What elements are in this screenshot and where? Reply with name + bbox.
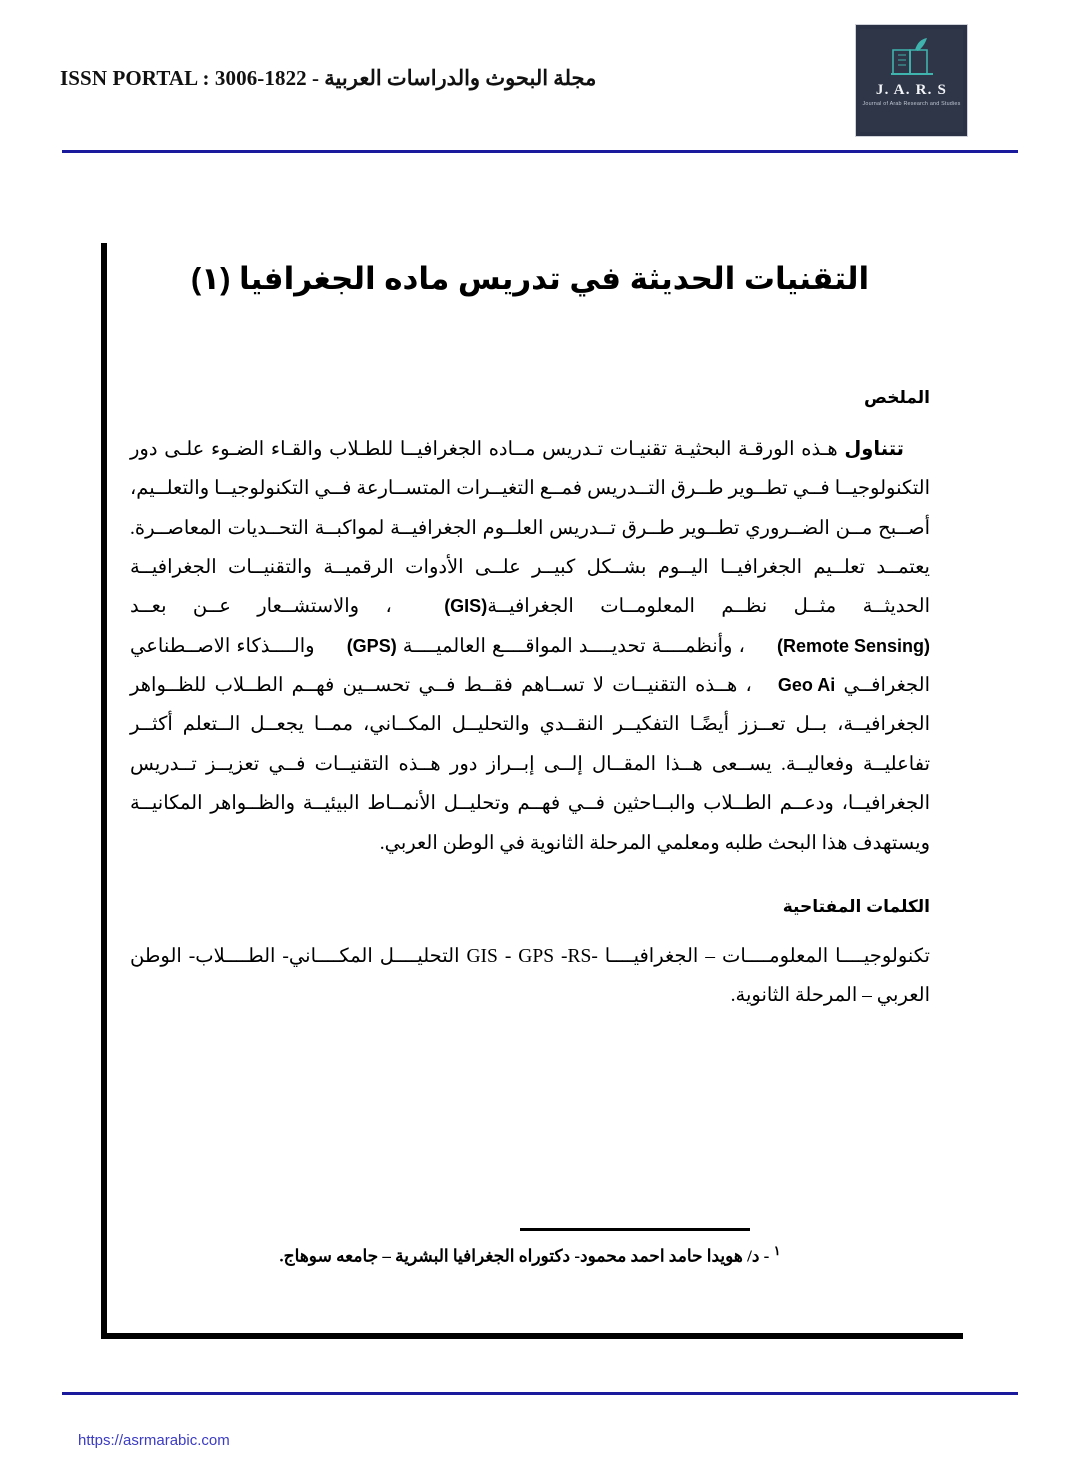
- footnote-block: [130, 1228, 930, 1267]
- footnote-author-affiliation: - د/ هويدا حامد احمد محمود- دكتوراه الجغرافيا البشرية – جامعه سوهاج.: [279, 1246, 774, 1266]
- logo-acronym: J. A. R. S: [875, 82, 948, 98]
- abstract-segment-5: ، هــذه التقنيــات لا تســاهم فقــط فــي تحســين فهــم الطــلاب للظــواهر الجغرافيــة، بــل تعــزز أيضًـا التفكيــر النقــدي والتحليــل المكــاني، ممــا يجعــل الــتعلم أكثــر تفاعليــة وفعاليــة. يســعى هــذا المقــال إلــى إبــراز دور هــذه التقنيــات فــي تعزيــز تــدريس الجغرافيــا، ودعــم الطــلاب والبــاحثين فــي فهــم وتحليــل الأنمــاط البيئيــة والظــواهر المكانيــة ويستهدف هذا البحث طلبه ومعلمي المرحلة الثانوية في الوطن العربي.: [130, 675, 930, 854]
- abstract-paragraph: [130, 430, 930, 863]
- content-frame-bottom-edge: [101, 1333, 963, 1339]
- abstract-segment-4: والــــذكاء الاصــطناعي الجغرافــي: [130, 635, 931, 697]
- abstract-heading: الملخص: [864, 387, 930, 407]
- page-title: التقنيات الحديثة في تدريس ماده الجغرافيا (١): [190, 261, 870, 296]
- term-gps: (GPS): [346, 635, 397, 656]
- term-geo-ai: Geo Ai: [777, 675, 836, 696]
- open-book-with-pen-icon: [887, 36, 937, 80]
- keywords-list: تكنولوجيــــا المعلومــــات – الجغرافيــــا -GIS - GPS -RS التحليــــل المكــــاني- الطــــلاب- الوطن العربي – المرحلة الثانوية.: [130, 945, 930, 1006]
- footer-website-link[interactable]: https://asrmarabic.com: [78, 1432, 230, 1449]
- footer-divider-rule: [62, 1392, 1018, 1395]
- journal-header-line: مجلة البحوث والدراسات العربية - ISSN PORTAL : 3006-1822: [60, 66, 597, 90]
- term-gis: (GIS): [444, 596, 488, 617]
- logo-subtitle: Journal of Arab Research and Studies: [862, 101, 961, 107]
- abstract-segment-3: ، وأنظمــــة تحديــــد المواقــــع العالميــــة: [396, 635, 751, 657]
- content-frame-left-edge: [101, 243, 107, 1339]
- term-remote-sensing: (Remote Sensing): [776, 635, 930, 656]
- abstract-segment-1: هـذه الورقـة البحثيـة تقنيـات تـدريس مــاده الجغرافيــا للطـلاب والقـاء الضـوء علـى دور التكنولوجيــا فــي تطــوير طــرق التــدريس فمــع التغيــرات المتســارعة فــي التكنولوجيــا والتعلــيم، أصــبح مــن الضــروري تطــوير طــرق تــدريس العلــوم الجغرافيــة لمواكبــة التحــديات المعاصــرة. يعتمــد تعلــيم الجغرافيــا اليــوم بشــكل كبيــر علــى الأدوات الرقميــة والتقنيــات الجغرافيــة الحديثــة مثــل نظــم المعلومــات الجغرافيــة: [130, 438, 930, 618]
- footnote-marker: ١: [773, 1243, 781, 1258]
- article-content: [130, 250, 930, 1015]
- abstract-segment-2: ، والاستشــعار عــن بعــد: [130, 596, 419, 618]
- footnote-text: [130, 1231, 930, 1267]
- journal-logo: [855, 24, 968, 137]
- keywords-heading: الكلمات المفتاحية: [782, 896, 930, 916]
- header-divider-rule: [62, 150, 1018, 153]
- abstract-lead-word: تتناول: [844, 437, 904, 460]
- journal-logo-inner: [860, 29, 963, 132]
